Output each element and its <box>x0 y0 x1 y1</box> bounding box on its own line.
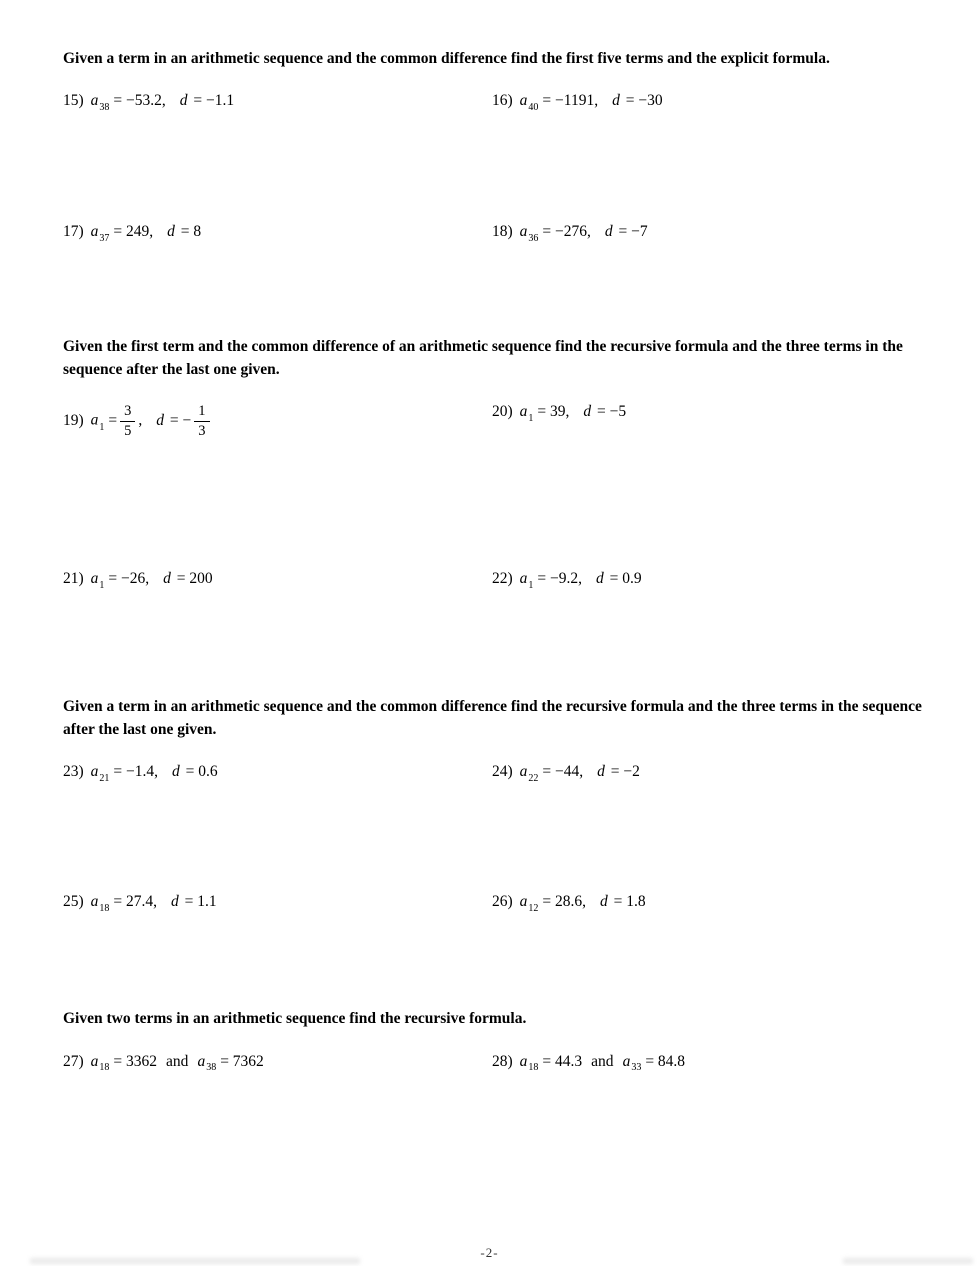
term-value: = −1191, <box>542 92 599 110</box>
term-variable: a <box>197 1052 206 1070</box>
term-variable: a <box>519 92 528 110</box>
problem-20 <box>492 403 924 424</box>
fraction <box>194 403 209 439</box>
problem-number: 22) <box>492 570 513 588</box>
problem-row <box>63 1053 924 1074</box>
problem-28 <box>492 1053 924 1074</box>
difference-value: = −5 <box>597 403 627 421</box>
problem-row <box>63 570 924 696</box>
term-subscript: 1 <box>99 421 105 433</box>
section-heading-1: Given a term in an arithmetic sequence and the common difference find the first five terms and the explicit formula. <box>63 50 830 67</box>
difference-variable: d <box>600 893 608 911</box>
problem-number: 17) <box>63 223 84 241</box>
difference-value: = 0.9 <box>609 570 642 588</box>
term-subscript: 1 <box>528 412 534 424</box>
problem-23 <box>63 763 492 784</box>
problem-number: 16) <box>492 92 513 110</box>
term-variable: a <box>519 1052 528 1070</box>
term-value: = 39, <box>537 403 570 421</box>
term-value: = −276, <box>542 223 591 241</box>
term-variable: a <box>622 1052 631 1070</box>
section-heading-3: Given a term in an arithmetic sequence and the common difference find the recursive formula and the three terms in the sequence after the last one given. <box>63 698 922 738</box>
term-value: = −26, <box>108 570 150 588</box>
term-value: = 249, <box>113 223 154 241</box>
difference-value: = 0.6 <box>185 763 218 781</box>
footer-watermark-left <box>30 1258 360 1264</box>
term-subscript: 12 <box>528 902 539 914</box>
term-subscript: 38 <box>206 1062 217 1074</box>
difference-value: = 8 <box>180 223 202 241</box>
difference-value: = −1.1 <box>193 92 235 110</box>
problem-row <box>63 92 924 223</box>
term-variable: a <box>90 92 99 110</box>
term-value: = 44.3 <box>542 1052 583 1070</box>
term-subscript: 33 <box>631 1062 642 1074</box>
term-subscript: 18 <box>99 1062 110 1074</box>
problem-number: 18) <box>492 223 513 241</box>
problem-19 <box>63 403 492 439</box>
problem-number: 15) <box>63 92 84 110</box>
term-value: = 7362 <box>220 1052 264 1070</box>
problem-number: 20) <box>492 403 513 421</box>
difference-value: = −7 <box>618 223 648 241</box>
problem-row <box>63 403 924 570</box>
problem-number: 23) <box>63 763 84 781</box>
difference-variable: d <box>172 763 180 781</box>
problem-22 <box>492 570 924 591</box>
term-subscript: 37 <box>99 232 110 244</box>
difference-value: = 1.1 <box>184 893 217 911</box>
problem-21 <box>63 570 492 591</box>
difference-value: = −2 <box>610 763 640 781</box>
problem-row <box>63 893 924 1008</box>
term-value: = −53.2, <box>113 92 166 110</box>
difference-variable: d <box>179 92 188 110</box>
equals-sign: = <box>108 412 118 430</box>
difference-variable: d <box>156 412 165 430</box>
problem-17 <box>63 223 492 244</box>
section-heading-4: Given two terms in an arithmetic sequence find the recursive formula. <box>63 1010 527 1028</box>
fraction-numerator: 1 <box>194 403 209 422</box>
term-variable: a <box>519 763 528 781</box>
and-word: and <box>591 1052 614 1070</box>
term-subscript: 38 <box>99 101 110 113</box>
term-value: = −44, <box>542 763 584 781</box>
difference-variable: d <box>583 403 592 421</box>
term-variable: a <box>90 412 99 430</box>
and-word: and <box>166 1052 189 1070</box>
term-variable: a <box>519 223 528 241</box>
problem-number: 26) <box>492 893 513 911</box>
problem-number: 24) <box>492 763 513 781</box>
problem-number: 25) <box>63 893 84 911</box>
difference-variable: d <box>163 570 171 588</box>
problem-26 <box>492 893 924 914</box>
difference-variable: d <box>167 223 175 241</box>
term-variable: a <box>90 223 99 241</box>
difference-equals: = − <box>169 412 192 430</box>
term-subscript: 21 <box>99 772 110 784</box>
problem-number: 21) <box>63 570 84 588</box>
problem-25 <box>63 893 492 914</box>
difference-value: = 1.8 <box>613 893 646 911</box>
problem-24 <box>492 763 924 784</box>
term-variable: a <box>519 570 528 588</box>
term-variable: a <box>90 893 99 911</box>
term-variable: a <box>90 570 99 588</box>
term-subscript: 36 <box>528 232 539 244</box>
page-number: -2- <box>480 1245 499 1260</box>
term-variable: a <box>519 893 528 911</box>
difference-variable: d <box>597 763 605 781</box>
difference-variable: d <box>171 893 179 911</box>
comma: , <box>138 412 143 430</box>
problem-18 <box>492 223 924 244</box>
fraction-denominator: 3 <box>198 423 206 440</box>
term-value: = 27.4, <box>113 893 158 911</box>
term-value: = −9.2, <box>537 570 583 588</box>
footer-watermark-right <box>843 1258 973 1264</box>
difference-value: = 200 <box>176 570 213 588</box>
term-value: = 3362 <box>113 1052 158 1070</box>
problem-number: 27) <box>63 1052 84 1070</box>
term-subscript: 40 <box>528 101 539 113</box>
term-subscript: 22 <box>528 772 539 784</box>
term-value: = 84.8 <box>645 1052 686 1070</box>
section-heading-2: Given the first term and the common difference of an arithmetic sequence find the recursive formula and the three terms in the sequence after the last one given. <box>63 338 903 378</box>
difference-variable: d <box>612 92 620 110</box>
problem-27 <box>63 1053 492 1074</box>
problem-row <box>63 763 924 893</box>
problem-number: 28) <box>492 1052 513 1070</box>
term-subscript: 1 <box>528 579 534 591</box>
problem-row <box>63 223 924 336</box>
fraction <box>120 403 135 439</box>
difference-variable: d <box>604 223 613 241</box>
problem-15 <box>63 92 492 113</box>
term-variable: a <box>90 1052 99 1070</box>
term-value: = 28.6, <box>542 893 587 911</box>
term-variable: a <box>90 763 99 781</box>
term-value: = −1.4, <box>113 763 159 781</box>
term-subscript: 18 <box>99 902 110 914</box>
fraction-numerator: 3 <box>120 403 135 422</box>
fraction-denominator: 5 <box>124 423 132 440</box>
term-subscript: 1 <box>99 579 105 591</box>
problem-number: 19) <box>63 412 84 430</box>
term-variable: a <box>519 403 528 421</box>
difference-value: = −30 <box>625 92 663 110</box>
term-subscript: 18 <box>528 1062 539 1074</box>
problem-16 <box>492 92 924 113</box>
difference-variable: d <box>596 570 604 588</box>
